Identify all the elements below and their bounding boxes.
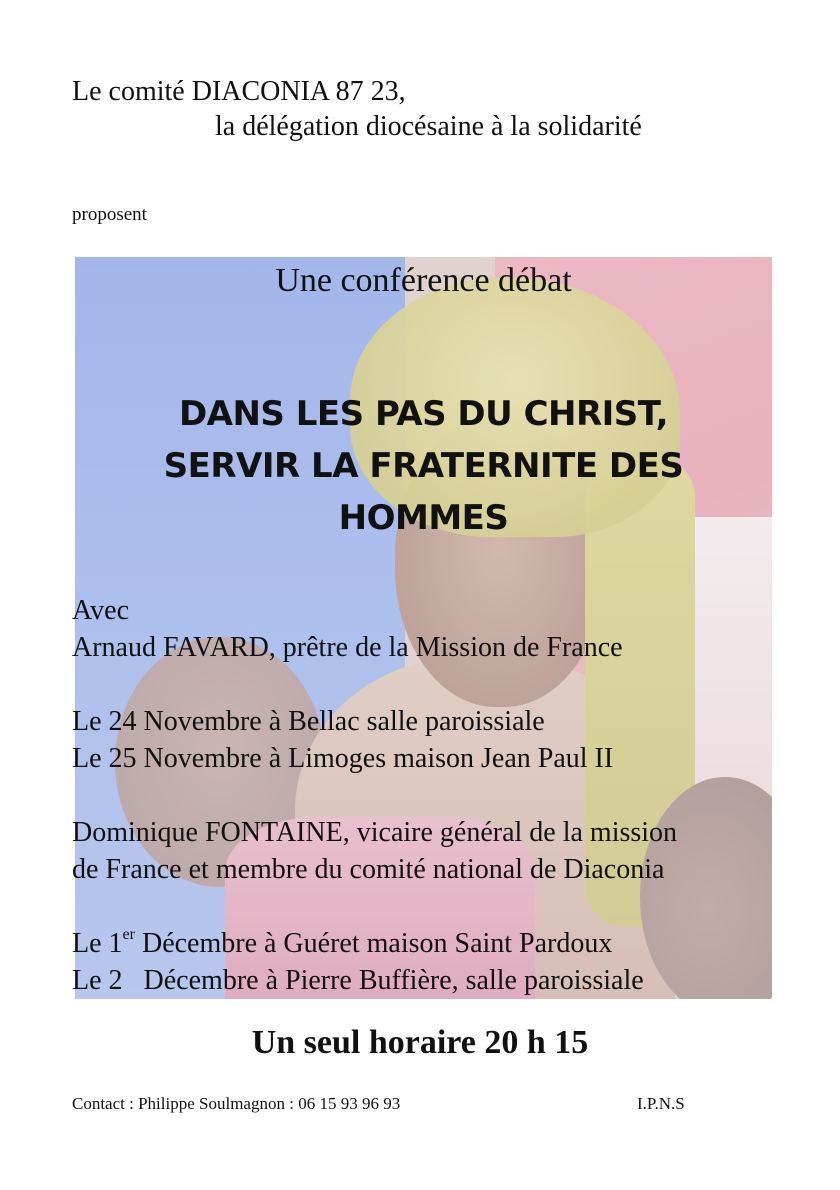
delegation-line: la délégation diocésaine à la solidarité bbox=[215, 111, 642, 142]
headline-line-3: HOMMES bbox=[338, 498, 509, 538]
headline-line-2: SERVIR LA FRATERNITE DES bbox=[163, 446, 684, 486]
ipns-mark: I.P.N.S bbox=[637, 1094, 685, 1113]
headline-line-1: DANS LES PAS DU CHRIST, bbox=[178, 394, 669, 434]
date-2: Le 25 Novembre à Limoges maison Jean Paul II bbox=[72, 743, 614, 774]
date-1: Le 24 Novembre à Bellac salle paroissiale bbox=[72, 706, 545, 737]
date-3-superscript: er bbox=[122, 926, 135, 943]
date-3 bbox=[72, 925, 612, 966]
headline bbox=[75, 388, 772, 544]
contact-info: Contact : Philippe Soulmagnon : 06 15 93 96 93 bbox=[72, 1094, 401, 1113]
date-3-rest: Décembre à Guéret maison Saint Pardoux bbox=[134, 928, 613, 959]
date-3-prefix: Le 1 bbox=[72, 928, 123, 959]
speaker-2-line-2: de France et membre du comité national de Diaconia bbox=[72, 854, 665, 885]
schedule-time: Un seul horaire 20 h 15 bbox=[251, 1024, 589, 1061]
organizer-line: Le comité DIACONIA 87 23, bbox=[72, 76, 406, 107]
conference-title: Une conférence débat bbox=[275, 262, 572, 299]
speaker-1: Arnaud FAVARD, prêtre de la Mission de France bbox=[72, 632, 623, 663]
date-4: Le 2 Décembre à Pierre Buffière, salle paroissiale bbox=[72, 965, 644, 996]
speaker-2-line-1: Dominique FONTAINE, vicaire général de la mission bbox=[72, 817, 678, 848]
proposent-text: proposent bbox=[72, 204, 147, 225]
avec-label: Avec bbox=[72, 595, 129, 626]
